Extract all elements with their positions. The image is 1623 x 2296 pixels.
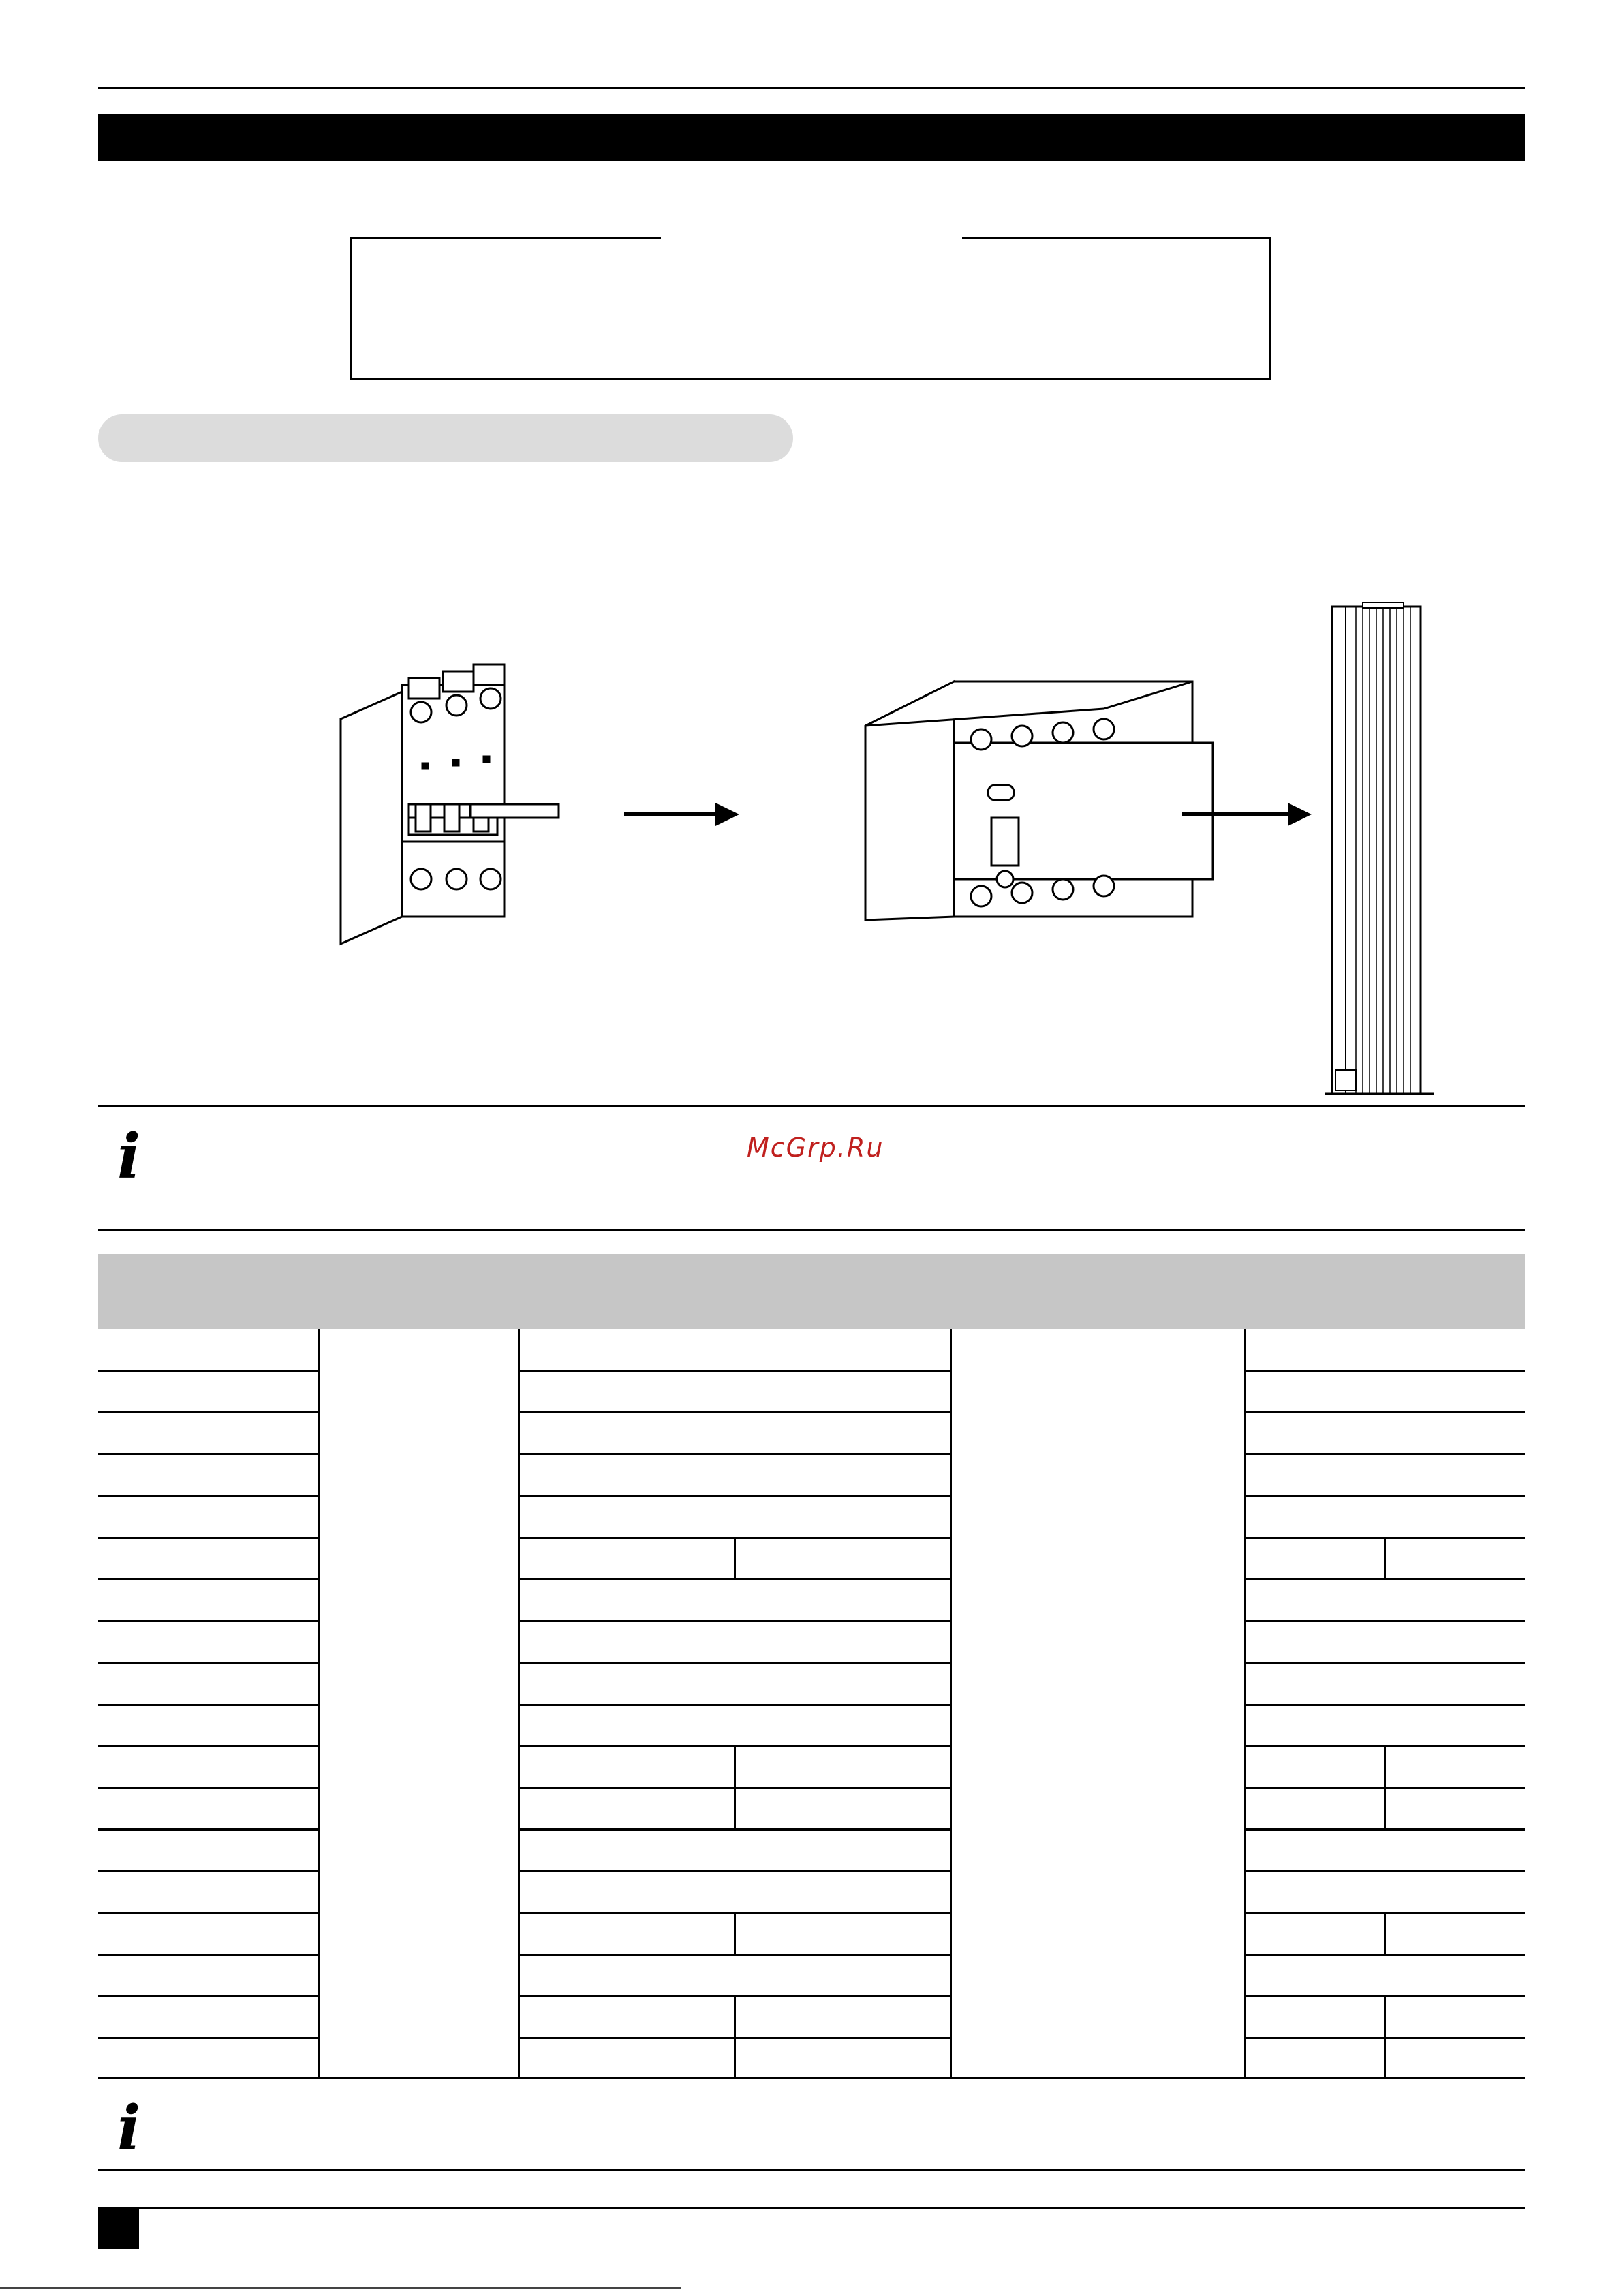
table-col-line <box>518 1329 520 2077</box>
table-row-line <box>98 1620 318 1622</box>
table-header <box>98 1254 1525 1329</box>
table-row-line <box>98 1578 318 1580</box>
table-row-line <box>98 1370 318 1372</box>
table-row-line <box>98 1745 318 1747</box>
page-number-marker <box>98 2207 139 2249</box>
table-row-line <box>518 1912 950 1914</box>
table-row-line <box>1244 1704 1525 1706</box>
note2-bottom-rule <box>98 2169 1525 2171</box>
table-row-line <box>518 1745 950 1747</box>
table-col-line <box>1244 1329 1246 2077</box>
table-row-line <box>1244 1995 1525 1997</box>
subsection-pill <box>98 414 793 462</box>
table-row-line <box>518 1662 950 1664</box>
table-bottom-rule <box>98 2077 1525 2079</box>
top-rule <box>98 87 1525 89</box>
table-col-line <box>950 1329 952 2077</box>
watermark: McGrp.Ru <box>747 1133 884 1163</box>
table-row-line <box>98 1787 318 1789</box>
warning-frame-title-gap <box>661 233 962 243</box>
table-row-line <box>518 1411 950 1413</box>
table-row-line <box>1244 1954 1525 1956</box>
table-split-line <box>734 1995 736 2077</box>
table-split-line <box>734 1912 736 1954</box>
table-row-line <box>98 1870 318 1872</box>
note-top-rule <box>98 1105 1525 1107</box>
table-row-line <box>1244 1870 1525 1872</box>
note-bottom-rule <box>98 1229 1525 1231</box>
table-row-line <box>98 1995 318 1997</box>
table-row-line <box>1244 1620 1525 1622</box>
table-row-line <box>98 1828 318 1831</box>
table-row-line <box>98 1495 318 1497</box>
info-icon: i <box>117 1120 141 1193</box>
table-row-line <box>1244 1453 1525 1455</box>
table-row-line <box>518 1453 950 1455</box>
table-row-line <box>98 1453 318 1455</box>
table-row-line <box>98 2037 318 2039</box>
table-row-line <box>1244 1787 1525 1789</box>
table-row-line <box>98 1704 318 1706</box>
table-row-line <box>1244 1495 1525 1497</box>
warning-frame <box>350 237 1271 380</box>
table-row-line <box>1244 1578 1525 1580</box>
table-row-line <box>518 1954 950 1956</box>
table-row-line <box>518 1620 950 1622</box>
table-row-line <box>518 1578 950 1580</box>
table-col-line <box>318 1329 320 2077</box>
table-row-line <box>1244 1912 1525 1914</box>
table-split-line <box>734 1537 736 1578</box>
table-row-line <box>518 1537 950 1539</box>
info-icon: i <box>117 2092 141 2164</box>
table-row-line <box>98 1662 318 1664</box>
table-row-line <box>98 1954 318 1956</box>
table-row-line <box>98 1912 318 1914</box>
arrow-right-icon <box>624 803 739 826</box>
rcd-icon <box>865 682 1213 920</box>
table-row-line <box>1244 1370 1525 1372</box>
table-split-line <box>1384 1537 1386 1578</box>
section-title-bar <box>98 114 1525 161</box>
table-row-line <box>518 1870 950 1872</box>
table-row-line <box>518 1787 950 1789</box>
table-row-line <box>98 1411 318 1413</box>
table-row-line <box>518 1704 950 1706</box>
table-row-line <box>1244 1745 1525 1747</box>
table-row-line <box>1244 1828 1525 1831</box>
footer-rule <box>98 2207 1525 2209</box>
circuit-breaker-icon <box>341 664 559 944</box>
table-row-line <box>518 1495 950 1497</box>
table-split-line <box>1384 1995 1386 2077</box>
table-row-line <box>1244 1537 1525 1539</box>
table-row-line <box>518 2037 950 2039</box>
table-row-line <box>1244 2037 1525 2039</box>
table-row-line <box>1244 1411 1525 1413</box>
wiring-diagram <box>300 600 1458 1104</box>
table-row-line <box>1244 1662 1525 1664</box>
table-row-line <box>518 1828 950 1831</box>
air-curtain-icon <box>1325 602 1434 1094</box>
bottom-scan-edge <box>0 2287 681 2289</box>
table-row-line <box>518 1995 950 1997</box>
table-row-line <box>518 1370 950 1372</box>
table-row-line <box>98 1537 318 1539</box>
table-split-line <box>1384 1912 1386 1954</box>
